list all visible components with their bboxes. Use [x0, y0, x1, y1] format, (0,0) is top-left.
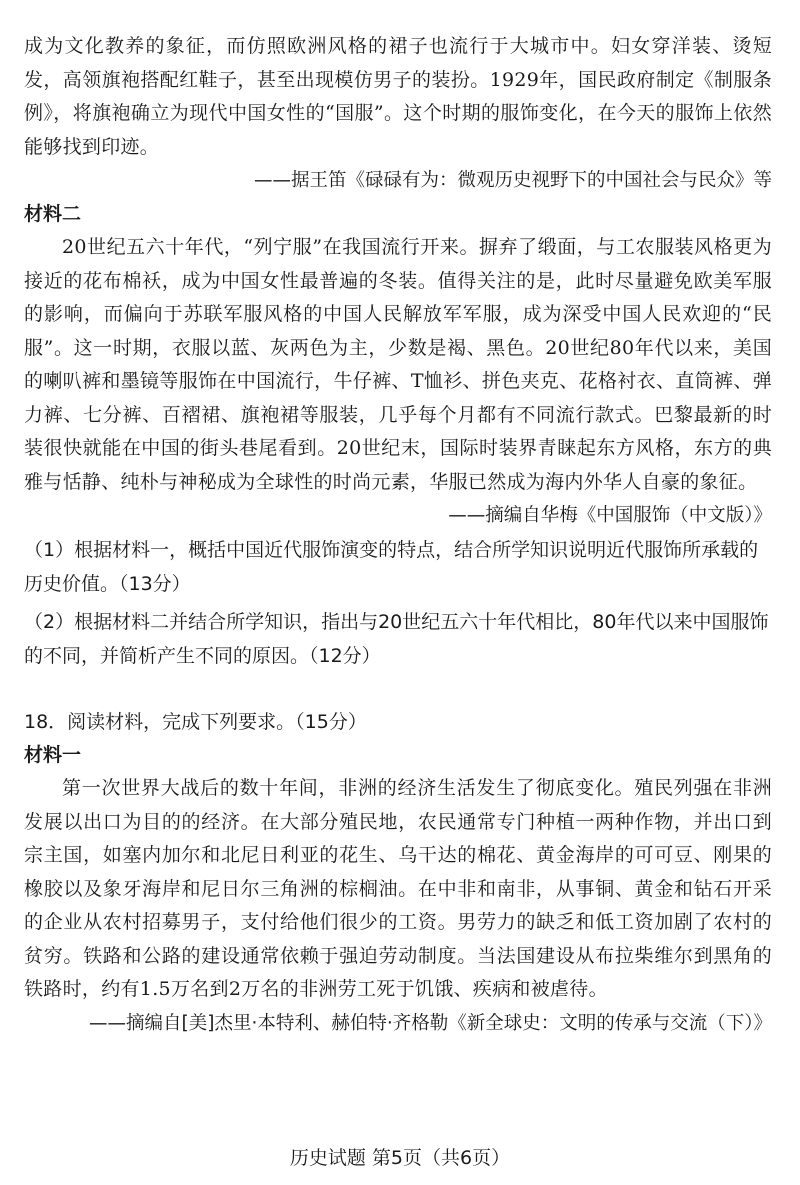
material1-tail-paragraph: 成为文化教养的象征，而仿照欧洲风格的裙子也流行于大城市中。妇女穿洋装、烫短发，高领旗袍搭配红鞋子，甚至出现模仿男子的装扮。1929年，国民政府制定《制服条例》，将旗袍确立为现代中国女性的“国服”。这个时期的服饰变化，在今天的服饰上依然能够找到印迹。 [24, 35, 772, 158]
material2-source: ——摘编自华梅《中国服饰（中文版）》 [448, 505, 772, 526]
question-18-material1-paragraph: 第一次世界大战后的数十年间，非洲的经济生活发生了彻底变化。殖民列强在非洲发展以出口为目的的经济。在大部分殖民地，农民通常专门种植一两种作物，并出口到宗主国，如塞内加尔和北尼日利亚的花生、乌干达的棉花、黄金海岸的可可豆、刚果的橡胶以及象牙海岸和尼日尔三角洲的棕榈油。在中非和南非，从事铜、黄金和钻石开采的企业从农村招募男子，支付给他们很少的工资。男劳力的缺乏和低工资加剧了农村的贫穷。铁路和公路的建设通常依赖于强迫劳动制度。当法国建设从布拉柴维尔到黑角的铁路时，约有1.5万名到2万名的非洲劳工死于饥饿、疾病和被虐待。 [24, 777, 772, 1000]
question-18-material1-source: ——摘编自[美]杰里·本特利、赫伯特·齐格勒《新全球史：文明的传承与交流（下）》 [89, 1012, 772, 1034]
material2-heading: 材料二 [24, 203, 82, 225]
question-18-title: 18．阅读材料，完成下列要求。（15分） [24, 711, 367, 733]
question-17-part-1: （1）根据材料一，概括中国近代服饰演变的特点，结合所学知识说明近代服饰所承载的历史价值。（13分） [24, 539, 759, 595]
material1-source: ——据王笛《碌碌有为：微观历史视野下的中国社会与民众》等 [253, 170, 772, 191]
material2-paragraph: 20世纪五六十年代，“列宁服”在我国流行开来。摒弃了缎面，与工农服装风格更为接近的花布棉袄，成为中国女性最普遍的冬装。值得关注的是，此时尽量避免欧美军服的影响，而偏向于苏联军服风格的中国人民解放军军服，成为深受中国人民欢迎的“民服”。这一时期，衣服以蓝、灰两色为主，少数是褐、黑色。20世纪80年代以来，美国的喇叭裤和墨镜等服饰在中国流行，牛仔裤、T恤衫、拼色夹克、花格衬衣、直筒裤、弹力裤、七分裤、百褶裙、旗袍裙等服装，几乎每个月都有不同流行款式。巴黎最新的时装很快就能在中国的街头巷尾看到。20世纪末，国际时装界青睐起东方风格，东方的典雅与恬静、纯朴与神秘成为全球性的时尚元素，华服已然成为海内外华人自豪的象征。 [24, 236, 772, 493]
question-18-material1-heading: 材料一 [24, 744, 82, 766]
page-footer: 历史试题 第5页（共6页） [289, 1147, 511, 1169]
question-17-part-2: （2）根据材料二并结合所学知识，指出与20世纪五六十年代相比，80年代以来中国服饰的不同，并简析产生不同的原因。（12分） [24, 611, 769, 667]
